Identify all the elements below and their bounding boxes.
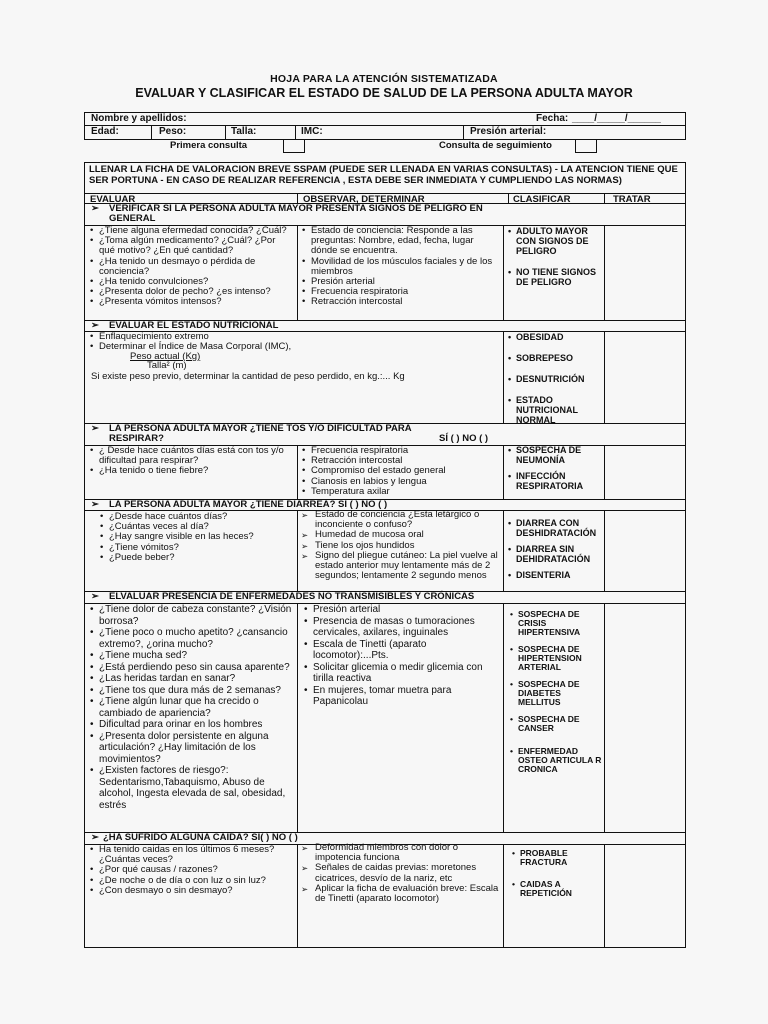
first-consult-label: Primera consulta: [170, 140, 248, 151]
list-item: • Determinar el Índice de Masa Corporal (IMC),: [89, 342, 489, 352]
evaluation-table: LLENAR LA FICHA DE VALORACION BREVE SSPAM (PUEDE SER LLENADA EN VARIAS CONSULTAS) - LA ATENCION TIENE QUE SER PORTUNA - EN CASO DE REALIZAR REFERENCIA , ESTA DEBE SER INMEDIATA Y CUMPLIENDO LAS NORMAS) EVALUAR OBSERVAR, DETERMINAR CLASIFICAR TRATAR ➢ VERIFICAR SI LA PERSONA ADULTA MAYOR PRESENTA SIGNOS DE PELIGRO EN GENERAL • ¿Tiene alguna efermedad conocida? ¿Cuál? • ¿Toma algún medicamento? ¿Cuál? ¿Por qué motivo? ¿En qué cantidad? • ¿Ha tenido un desmayo o pérdida de conciencia? • ¿Ha tenido convulciones? • ¿Presenta dolor de pecho? ¿es intenso? • ¿Presenta vómitos intensos? • Estado de conciencia: Responde a las preguntas: Nombre, edad, fecha, lugar dónde se encuentra. • Movilidad de los músculos faciales y de los miembros • Presión arterial • Frecuencia respiratoria • Retracción intercostal • ADULTO MAYOR CON SIGNOS DE PELIGRO • NO TIENE SIGNOS DE PELIGRO ➢ EVALUAR EL ESTADO NUTRICIONAL • Enflaquecimiento extremo • Determinar el Índice de Masa Corporal (IMC), Peso actual (Kg) Talla² (m) Si existe peso previo, determinar la cantidad de peso perdido, en kg.:... Kg • OBESIDAD • SOBREPESO • DESNUTRICIÓN • ESTADO NUTRICIONAL NORMAL ➢ LA PERSONA ADULTA MAYOR ¿TIENE TOS Y/O DIFICULTAD PARA RESPIRAR? SÍ ( ) NO ( ) • ¿ Desde hace cuántos días está con tos y/o dificultad para respirar? • ¿Ha tenido o tiene fiebre? • Frecuencia respiratoria • Retracción intercostal • Compromiso del estado general • Cianosis en labios y lengua • Temperatura axilar • SOSPECHA DE NEUMONÍA • INFECCIÓN RESPIRATORIA ➢ LA PERSONA ADULTA MAYOR ¿TIENE DIARREA? SI ( ) NO ( ) • ¿Desde hace cuántos días? • ¿Cuántas veces al día? • ¿Hay sangre visible en las heces? • ¿Tiene vómitos? • ¿Puede beber? ➢ Estado de conciencia ¿Esta letárgico o inconciente o confuso? ➢ Humedad de mucosa oral ➢ Tiene los ojos hundidos ➢ Signo del pliegue cutáneo: La piel vuelve al estado anterior muy lentamente más de 2 segundos; lentamente 2 segundo menos • DIARREA CON DESHIDRATACIÓN • DIARREA SIN DEHIDRATACIÓN • DISENTERIA ➢ ELVALUAR PRESENCIA DE ENFERMEDADES NO TRANSMISIBLES Y CRÓNICAS • ¿Tiene dolor de cabeza constante? ¿Visión borrosa? • ¿Tiene poco o mucho apetito? ¿cansancio extremo?, ¿orina mucho? • ¿Tiene mucha sed? • ¿Está perdiendo peso sin causa aparente? • ¿Las heridas tardan en sanar? • ¿Tiene tos que dura más de 2 semanas? • ¿Tiene algún lunar que ha crecido o cambiado de apariencia? • Dificultad para orinar en los hombres • ¿Presenta dolor persistente en alguna articulación? ¿Hay limitación de los movimientos? • ¿Existen factores de riesgo?: Sedentarismo,Tabaquismo, Abuso de alcohol, Ingesta elevada de sal, obesidad, estrés • Presión arterial • Presencia de masas o tumoraciones cervicales, axilares, inguinales • Escala de Tinetti (aparato locomotor):...Pts. • Solicitar glicemia o medir glicemia con tirilla reactiva • En mujeres, tomar muetra para Papanicolau • SOSPECHA DE CRISIS HIPERTENSIVA • SOSPECHA DE HIPERTENSION ARTERIAL • SOSPECHA DE DIABETES MELLITUS • SOSPECHA DE CANSER • ENFERMEDAD OSTEO ARTICULA R CRONICA ➢ ¿HA SUFRIDO ALGUNA CAIDA? SI( ) NO ( ) • Ha tenido caidas en los últimos 6 meses? ¿Cuántas veces? • ¿Por qué causas / razones? • ¿De noche o de día o con luz o sin luz? • ¿Con desmayo o sin desmayo? ➢ Deformidad miembros con dolor o impotencia funciona ➢ Señales de caidas previas: moretones cicatrices, desvío de la nariz, etc ➢ Aplicar la ficha de evaluación breve: Escala de Tinetti (aparato locomotor) • PROBABLE FRACTURA • CAIDAS A REPETICIÓN: [84, 162, 686, 948]
list-item: • Retracción intercostal: [301, 456, 499, 466]
first-consult-checkbox[interactable]: [283, 139, 305, 153]
form-subtitle: HOJA PARA LA ATENCIÓN SISTEMATIZADA: [270, 73, 498, 85]
list-item: • ¿Presenta dolor persistente en alguna articulación? ¿Hay limitación de los movimientos?: [89, 731, 293, 766]
list-item: • Estado de conciencia: Responde a las preguntas: Nombre, edad, fecha, lugar dónde se encuentra.: [301, 226, 499, 257]
list-item: • ¿Con desmayo o sin desmayo?: [89, 886, 293, 896]
followup-consult-checkbox[interactable]: [575, 139, 597, 153]
imc-formula-denominator: Talla² (m): [147, 360, 187, 371]
instructions: LLENAR LA FICHA DE VALORACION BREVE SSPAM (PUEDE SER LLENADA EN VARIAS CONSULTAS) - LA ATENCION TIENE QUE SER PORTUNA - EN CASO DE REALIZAR REFERENCIA , ESTA DEBE SER INMEDIATA Y CUMPLIENDO LAS NORMAS): [89, 164, 678, 186]
list-item: • ¿Tiene tos que dura más de 2 semanas?: [89, 685, 293, 697]
followup-consult-label: Consulta de seguimiento: [439, 140, 552, 151]
list-item: • Ha tenido caidas en los últimos 6 meses? ¿Cuántas veces?: [89, 845, 293, 865]
list-item: • ¿Tiene mucha sed?: [89, 650, 293, 662]
col-evaluar: EVALUAR: [90, 194, 136, 205]
list-item: • NO TIENE SIGNOS DE PELIGRO: [508, 267, 598, 287]
falls-evaluate-list: [89, 845, 293, 896]
height-label: Talla:: [231, 126, 257, 137]
list-item: • OBESIDAD: [508, 332, 598, 342]
date-label: Fecha:: [536, 113, 569, 124]
danger-evaluate-list: [89, 226, 289, 308]
list-item: • ¿Tiene vómitos?: [99, 543, 289, 553]
list-item: • SOSPECHA DE CRISIS HIPERTENSIVA: [510, 610, 602, 637]
list-item: • DESNUTRICIÓN: [508, 374, 598, 384]
col-clasificar: CLASIFICAR: [513, 194, 571, 205]
nutrition-evaluate-list: [89, 332, 489, 352]
bp-label: Presión arterial:: [470, 126, 547, 137]
list-item: ➢ Humedad de mucosa oral: [301, 530, 499, 540]
chronic-observe-list: [303, 604, 499, 708]
cough-evaluate-list: [89, 446, 293, 477]
list-item: • ¿Por qué causas / razones?: [89, 865, 293, 875]
date-blank[interactable]: ____/_____/______: [572, 113, 661, 124]
list-item: • Enflaquecimiento extremo: [89, 332, 489, 342]
list-item: ➢ Tiene los ojos hundidos: [301, 541, 499, 551]
chronic-classify-list: [510, 610, 602, 774]
patient-header: [84, 112, 686, 140]
list-item: • ¿Tiene alguna efermedad conocida? ¿Cuál?: [89, 226, 289, 236]
form-title: EVALUAR Y CLASIFICAR EL ESTADO DE SALUD DE LA PERSONA ADULTA MAYOR: [135, 86, 633, 100]
weight-loss-note: Si existe peso previo, determinar la cantidad de peso perdido, en kg.:... Kg: [91, 371, 405, 382]
list-item: • Retracción intercostal: [301, 297, 499, 307]
col-tratar: TRATAR: [613, 194, 651, 205]
list-item: • ¿Desde hace cuántos días?: [99, 512, 289, 522]
list-item: • ESTADO NUTRICIONAL NORMAL: [508, 395, 598, 425]
list-item: • Compromiso del estado general: [301, 466, 499, 476]
list-item: • ¿Está perdiendo peso sin causa aparente?: [89, 662, 293, 674]
list-item: • ¿Tiene dolor de cabeza constante? ¿Visión borrosa?: [89, 604, 293, 627]
list-item: • ¿ Desde hace cuántos días está con tos y/o dificultad para respirar?: [89, 446, 293, 466]
list-item: • ¿Cuántas veces al día?: [99, 522, 289, 532]
list-item: • Presencia de masas o tumoraciones cervicales, axilares, inguinales: [303, 616, 499, 639]
list-item: • DIARREA CON DESHIDRATACIÓN: [508, 518, 602, 538]
list-item: • Cianosis en labios y lengua: [301, 477, 499, 487]
col-observar: OBSERVAR, DETERMINAR: [303, 194, 425, 205]
list-item: • ¿Las heridas tardan en sanar?: [89, 673, 293, 685]
list-item: • ¿Tiene algún lunar que ha crecido o cambiado de apariencia?: [89, 696, 293, 719]
list-item: • Frecuencia respiratoria: [301, 446, 499, 456]
list-item: • ¿Ha tenido convulciones?: [89, 277, 289, 287]
list-item: • ¿Existen factores de riesgo?: Sedentarismo,Tabaquismo, Abuso de alcohol, Ingesta elevada de sal, obesidad, estrés: [89, 765, 293, 811]
list-item: • SOBREPESO: [508, 353, 598, 363]
list-item: • PROBABLE FRACTURA: [512, 849, 602, 867]
diarrhea-classify-list: [508, 518, 602, 580]
list-item: ➢ Estado de conciencia ¿Esta letárgico o inconciente o confuso?: [301, 510, 499, 530]
cough-yes-no: SÍ ( ) NO ( ): [439, 433, 489, 444]
diarrhea-evaluate-list: [99, 512, 289, 563]
list-item: • CAIDAS A REPETICIÓN: [512, 880, 602, 898]
list-item: • Movilidad de los músculos faciales y de los miembros: [301, 257, 499, 277]
bmi-label: IMC:: [301, 126, 323, 137]
list-item: • DISENTERIA: [508, 570, 602, 580]
list-item: • INFECCIÓN RESPIRATORIA: [508, 471, 600, 491]
list-item: • ¿Ha tenido o tiene fiebre?: [89, 466, 293, 476]
list-item: • Frecuencia respiratoria: [301, 287, 499, 297]
list-item: • ¿Puede beber?: [99, 553, 289, 563]
danger-observe-list: [301, 226, 499, 308]
list-item: • SOSPECHA DE NEUMONÍA: [508, 445, 600, 465]
list-item: • Presión arterial: [301, 277, 499, 287]
list-item: • ¿Presenta vómitos intensos?: [89, 297, 289, 307]
imc-formula-numerator: Peso actual (Kg): [130, 351, 201, 362]
list-item: • ¿Presenta dolor de pecho? ¿es intenso?: [89, 287, 289, 297]
list-item: • ¿Toma algún medicamento? ¿Cuál? ¿Por qué motivo? ¿En qué cantidad?: [89, 236, 289, 256]
cough-observe-list: [301, 446, 499, 497]
list-item: ➢ Deformidad miembros con dolor o impotencia funciona: [301, 843, 499, 863]
list-item: • SOSPECHA DE DIABETES MELLITUS: [510, 680, 602, 707]
falls-classify-list: [512, 849, 602, 898]
diarrhea-observe-list: [301, 510, 499, 581]
list-item: • Solicitar glicemia o medir glicemia con tirilla reactiva: [303, 662, 499, 685]
list-item: • Temperatura axilar: [301, 487, 499, 497]
list-item: • Dificultad para orinar en los hombres: [89, 719, 293, 731]
list-item: • SOSPECHA DE CANSER: [510, 715, 602, 733]
list-item: • SOSPECHA DE HIPERTENSION ARTERIAL: [510, 645, 602, 672]
chronic-evaluate-list: [89, 604, 293, 811]
cough-classify-list: [508, 445, 600, 491]
nutrition-classify-list: [508, 332, 598, 425]
list-item: ➢ Signo del pliegue cutáneo: La piel vuelve al estado anterior muy lentamente más de 2 segundos; lentamente 2 segundo menos: [301, 551, 499, 582]
age-label: Edad:: [91, 126, 119, 137]
danger-classify-list: [508, 226, 598, 287]
list-item: • ¿De noche o de día o con luz o sin luz?: [89, 876, 293, 886]
list-item: • Escala de Tinetti (aparato locomotor):...Pts.: [303, 639, 499, 662]
list-item: ➢ Señales de caidas previas: moretones cicatrices, desvío de la nariz, etc: [301, 863, 499, 883]
list-item: • ¿Tiene poco o mucho apetito? ¿cansancio extremo?, ¿orina mucho?: [89, 627, 293, 650]
list-item: • Presión arterial: [303, 604, 499, 616]
list-item: • ¿Hay sangre visible en las heces?: [99, 532, 289, 542]
section-title-cough: ➢ LA PERSONA ADULTA MAYOR ¿TIENE TOS Y/O DIFICULTAD PARA RESPIRAR? SÍ ( ) NO ( ): [91, 423, 489, 444]
list-item: • ENFERMEDAD OSTEO ARTICULA R CRONICA: [510, 747, 602, 774]
weight-label: Peso:: [159, 126, 187, 137]
name-label: Nombre y apellidos:: [91, 113, 187, 124]
list-item: • ¿Ha tenido un desmayo o pérdida de conciencia?: [89, 257, 289, 277]
list-item: ➢ Aplicar la ficha de evaluación breve: Escala de Tinetti (aparato locomotor): [301, 884, 499, 904]
list-item: • En mujeres, tomar muetra para Papanicolau: [303, 685, 499, 708]
list-item: • DIARREA SIN DEHIDRATACIÓN: [508, 544, 602, 564]
list-item: • ADULTO MAYOR CON SIGNOS DE PELIGRO: [508, 226, 598, 256]
falls-observe-list: [301, 843, 499, 904]
